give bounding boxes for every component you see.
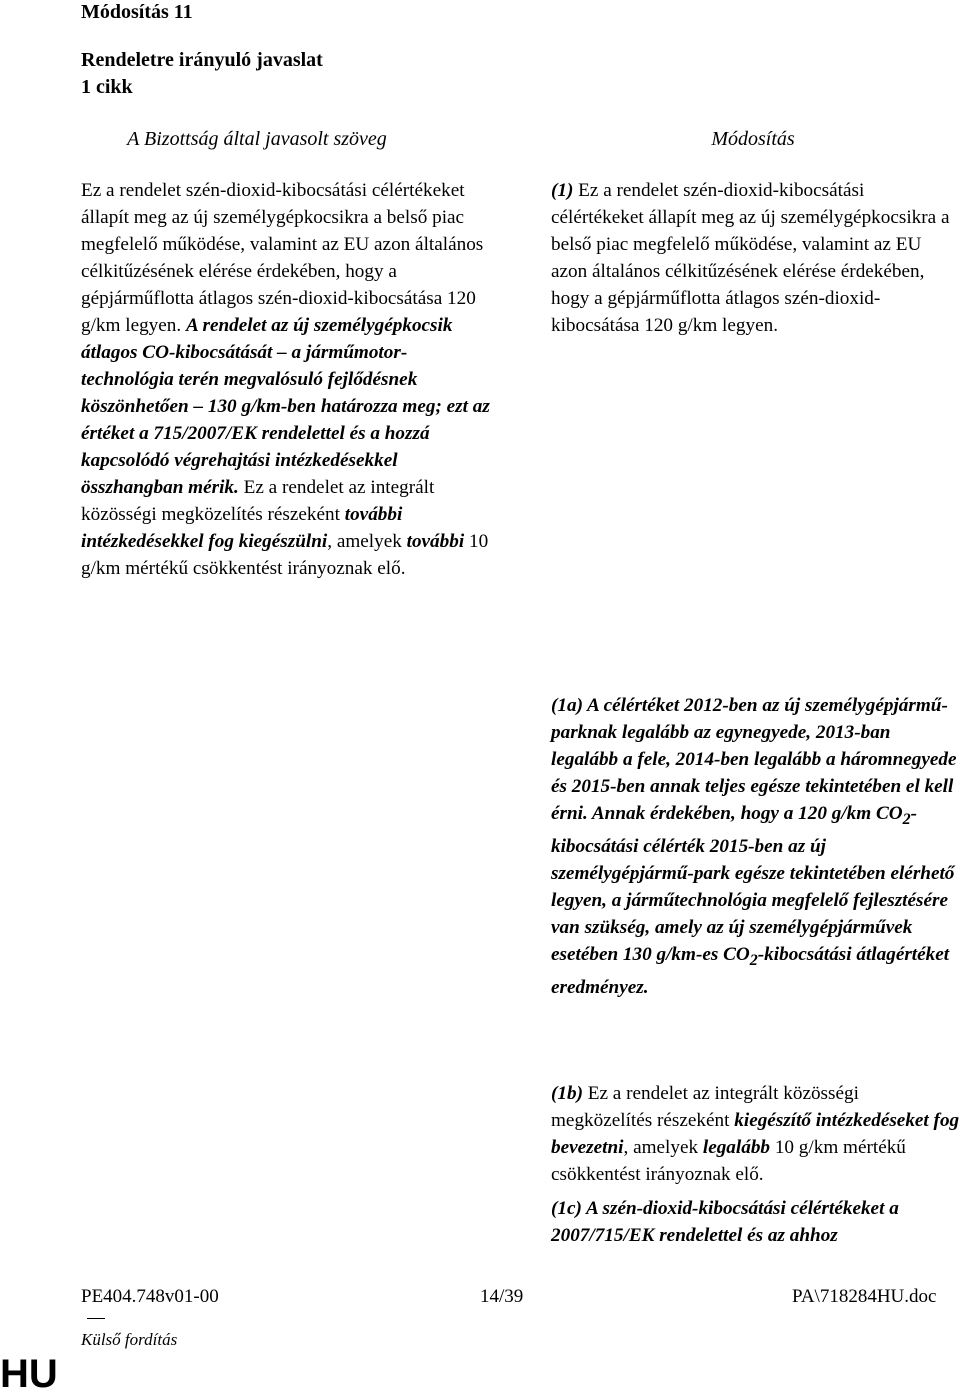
amendment-1b-emph-1: kiegészítő intézkedéseket fog bevezetni xyxy=(551,1110,960,1158)
footer-divider xyxy=(87,1318,105,1319)
amendment-1a-part-2: -kibocsátási célérték 2015-ben az új személygépjármű-park egésze tekintetében elérhető legyen, a járműtechnológia megfelelő fejlesztésére van szükség, amely az új személygépjárművek esetében 130 g/km-es CO xyxy=(551,803,955,965)
commission-text-deleted: A rendelet az új személygépkocsik átlagos CO-kibocsátását – a járműmotor-technológia terén megvalósuló fejlődésnek köszönhetően – 130 g/km-ben határozza meg; ezt az értéket a 715/2007/EK rendelettel és a hozzá kapcsolódó végrehajtási intézkedésekkel összhangban mérik. xyxy=(81,315,490,498)
footer-translation-note: Külső fordítás xyxy=(81,1330,178,1349)
commission-text-tail-3: 10 g/km mértékű csökkentést irányoznak elő. xyxy=(81,531,489,579)
amendment-paragraph-1b xyxy=(551,1080,960,1188)
amendment-1a-subscript-2: 2 xyxy=(749,951,758,969)
commission-text-tail-1: Ez a rendelet az integrált közösségi megközelítés részeként xyxy=(81,477,435,525)
right-column-heading: Módosítás xyxy=(711,128,795,150)
commission-text-paragraph xyxy=(81,177,491,582)
amendment-title: Módosítás 11 xyxy=(81,1,193,23)
proposal-title: Rendeletre irányuló javaslat xyxy=(81,49,323,71)
footer-file-name: PA\718284HU.doc xyxy=(792,1286,937,1307)
amendment-paragraph-1 xyxy=(551,177,960,339)
commission-text-tail-2: , amelyek xyxy=(327,531,407,552)
amendment-paragraph-1c: (1c) A szén-dioxid-kibocsátási célértékeket a 2007/715/EK rendelettel és az ahhoz xyxy=(551,1198,899,1246)
amendment-paragraph-1a xyxy=(551,692,960,1001)
amendment-1a-subscript-1: 2 xyxy=(902,810,911,828)
amendment-1b-text-3: 10 g/km mértékű csökkentést irányoznak elő. xyxy=(551,1137,906,1185)
commission-text-emph-1: további intézkedésekkel fog kiegészülni xyxy=(81,504,403,552)
article-title: 1 cikk xyxy=(81,76,133,98)
commission-text-plain: Ez a rendelet szén-dioxid-kibocsátási célértékeket állapít meg az új személygépkocsikra a belső piac megfelelő működése, valamint az EU azon általános célkitűzésének elérése érdekében, hogy a gépjárműflotta átlagos szén-dioxid-kibocsátása 120 g/km legyen. xyxy=(81,180,484,336)
amendment-paragraph-1-number: (1) xyxy=(551,180,574,201)
footer-doc-reference: PE404.748v01-00 xyxy=(81,1286,219,1307)
language-code: HU xyxy=(0,1352,58,1396)
amendment-1b-text-1: Ez a rendelet az integrált közösségi megközelítés részeként xyxy=(551,1083,859,1131)
amendment-1b-emph-2: legalább xyxy=(702,1137,771,1158)
left-column-heading: A Bizottság által javasolt szöveg xyxy=(127,128,387,150)
amendment-1a-part-1: (1a) A célértéket 2012-ben az új személygépjármű-parknak legalább az egynegyede, 2013-ban legalább a fele, 2014-ben legalább a háromnegyede és 2015-ben annak teljes egésze tekintetében el kell érni. Annak érdekében, hogy a 120 g/km CO xyxy=(551,695,957,824)
amendment-paragraph-1-text: Ez a rendelet szén-dioxid-kibocsátási célértékeket állapít meg az új személygépkocsikra a belső piac megfelelő működése, valamint az EU azon általános célkitűzésének elérése érdekében, hogy a gépjárműflotta átlagos szén-dioxid-kibocsátása 120 g/km legyen. xyxy=(551,180,950,336)
footer-page-number: 14/39 xyxy=(480,1286,524,1307)
amendment-1b-text-2: , amelyek xyxy=(623,1137,703,1158)
amendment-1b-number: (1b) xyxy=(551,1083,583,1104)
amendment-1a-part-3: -kibocsátási átlagértéket eredményez. xyxy=(551,943,950,998)
commission-text-emph-2: további xyxy=(406,531,465,552)
